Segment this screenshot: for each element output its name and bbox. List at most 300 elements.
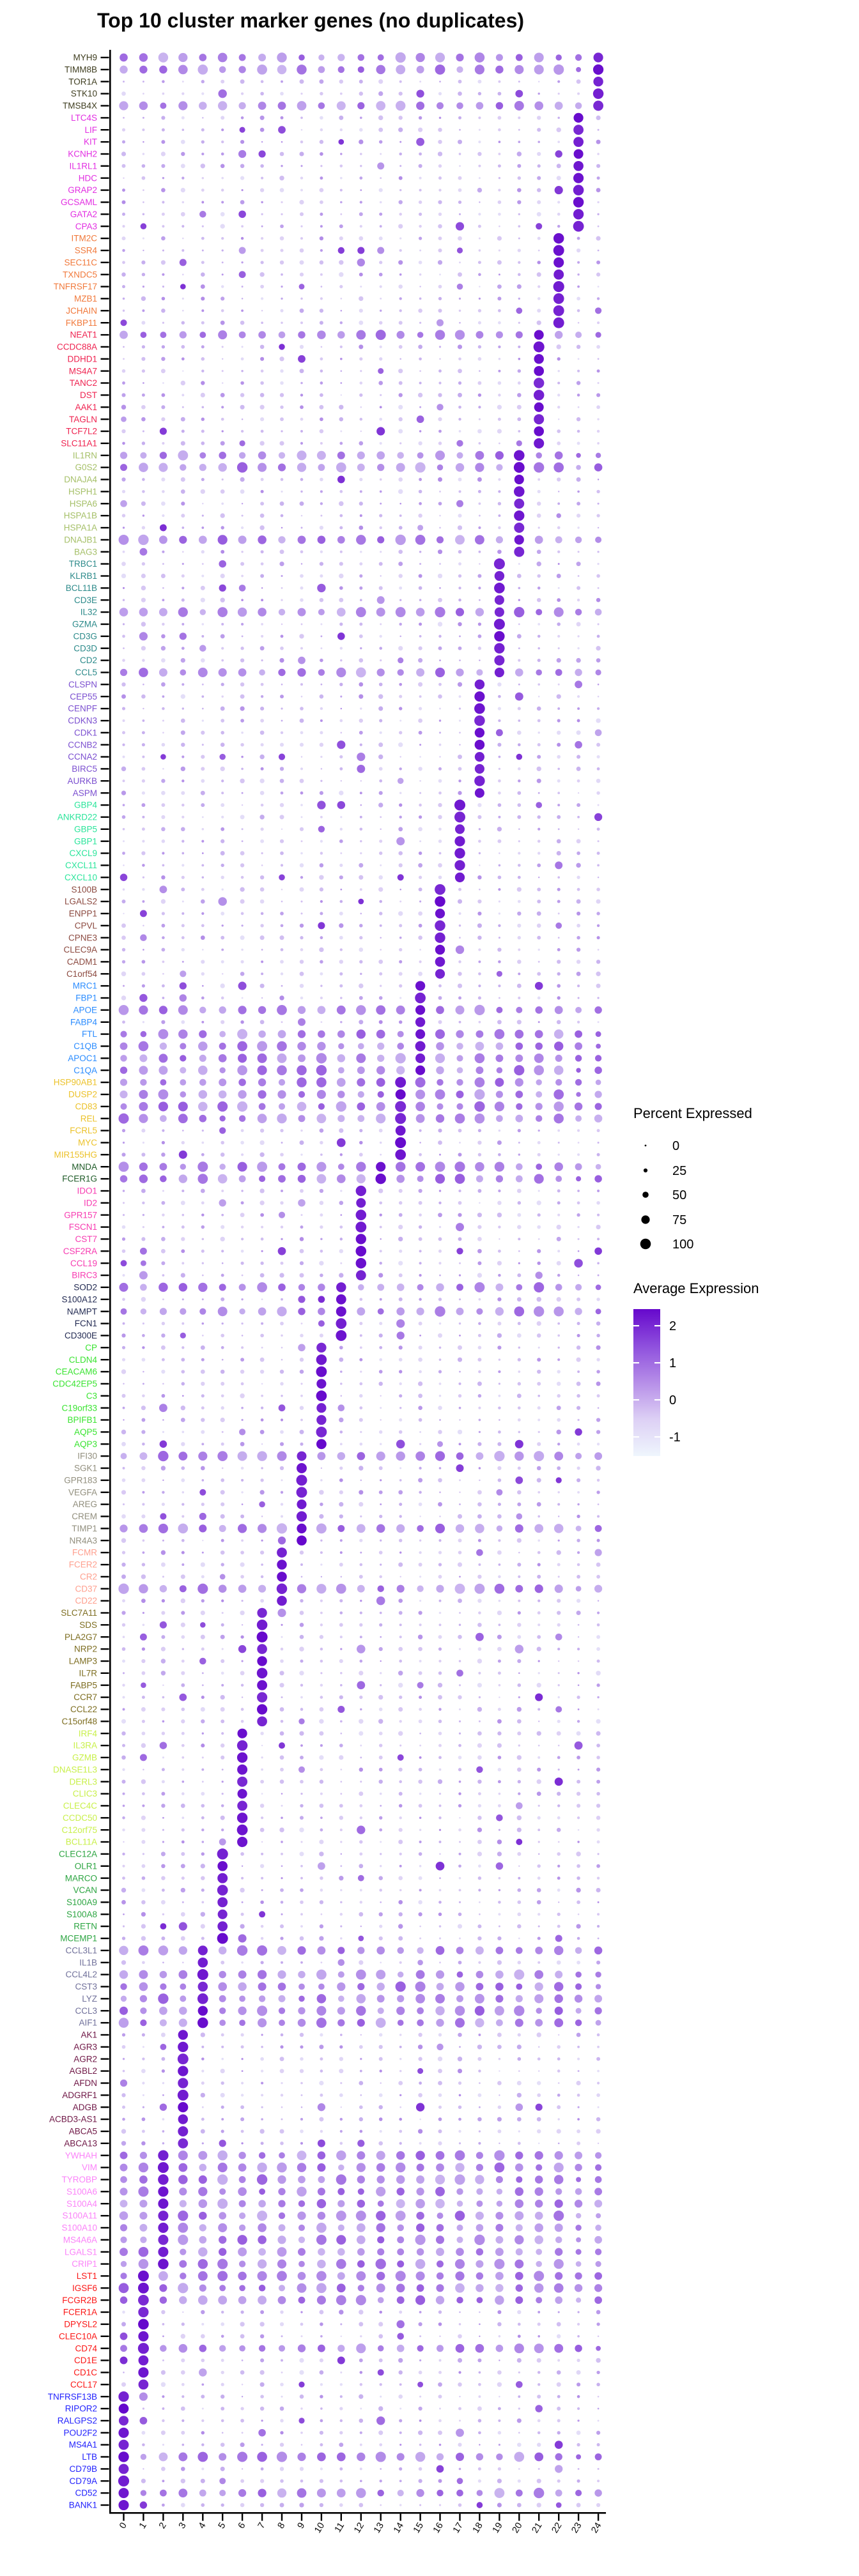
dot: [557, 1406, 561, 1410]
dot: [221, 1478, 224, 1482]
dot: [577, 381, 580, 385]
dot: [498, 92, 502, 96]
dot: [320, 1900, 323, 1904]
dot: [160, 2104, 167, 2111]
dot: [558, 1684, 560, 1686]
dot: [162, 743, 166, 747]
dot: [162, 1732, 165, 1735]
dot: [515, 2199, 524, 2208]
dot: [399, 309, 402, 312]
dot: [397, 2260, 404, 2267]
dot: [438, 224, 442, 229]
dot: [458, 2382, 462, 2387]
dot: [478, 141, 481, 143]
dot: [162, 1322, 165, 1325]
dot: [298, 1199, 306, 1207]
dot: [577, 1551, 580, 1554]
dot: [435, 908, 445, 918]
dot: [497, 947, 501, 951]
dot: [257, 1632, 268, 1643]
dot: [339, 490, 343, 493]
dot: [455, 2283, 465, 2293]
dot: [320, 2322, 323, 2326]
dot: [201, 2323, 204, 2326]
dot: [257, 1680, 267, 1690]
dot: [499, 912, 500, 914]
dot: [241, 1250, 244, 1253]
dot: [141, 502, 146, 506]
dot: [340, 177, 343, 180]
dot: [498, 80, 500, 83]
dot: [458, 1853, 461, 1855]
dot: [419, 695, 422, 698]
dot: [537, 272, 541, 277]
dot: [418, 345, 422, 349]
dot: [557, 80, 560, 83]
dot: [399, 1358, 403, 1361]
dot: [459, 2312, 461, 2313]
dot: [399, 1539, 402, 1542]
dot: [159, 1054, 167, 1062]
dot: [534, 426, 544, 436]
dot: [339, 1273, 343, 1277]
dot: [399, 1828, 403, 1832]
dot: [518, 238, 520, 240]
dot: [597, 2082, 600, 2084]
dot: [241, 768, 244, 770]
dot: [518, 129, 520, 131]
dot: [122, 900, 126, 903]
dot: [202, 2106, 204, 2108]
dot: [596, 1780, 600, 1784]
dot: [300, 683, 303, 686]
dot: [458, 791, 461, 795]
dot: [497, 2382, 502, 2387]
dot: [553, 463, 564, 473]
dot: [277, 2235, 286, 2244]
dot: [142, 1346, 144, 1349]
dot: [162, 2094, 164, 2096]
dot: [222, 261, 224, 263]
dot: [558, 1841, 560, 1843]
dot: [515, 101, 524, 111]
dot: [359, 875, 363, 880]
dot: [142, 1395, 145, 1398]
dot: [240, 405, 245, 410]
dot: [359, 983, 364, 988]
dot: [538, 623, 540, 625]
dot: [436, 2163, 444, 2172]
dot: [119, 1162, 129, 1172]
dot: [221, 719, 224, 723]
dot: [555, 2007, 563, 2015]
dot: [475, 788, 484, 798]
dot: [538, 1491, 540, 1494]
dot: [359, 1383, 362, 1386]
dot: [380, 949, 382, 951]
dot: [201, 960, 205, 963]
dot: [240, 2310, 244, 2313]
dot: [318, 1308, 325, 1315]
dot: [358, 2188, 364, 2195]
dot: [557, 1443, 560, 1445]
dot: [180, 2249, 186, 2255]
dot: [498, 153, 500, 155]
dot: [218, 330, 227, 339]
dot: [438, 477, 442, 482]
dot: [495, 1162, 504, 1172]
dot: [536, 2164, 542, 2170]
dot: [379, 1430, 382, 1434]
dot: [517, 1297, 522, 1301]
dot: [221, 502, 224, 505]
dot: [181, 1574, 185, 1579]
dot: [496, 2453, 503, 2460]
dot: [339, 1623, 343, 1627]
dot: [437, 2345, 444, 2352]
dot: [180, 982, 187, 989]
dot: [438, 1370, 442, 1373]
dot: [120, 2333, 128, 2340]
dot: [320, 261, 324, 265]
dot: [557, 1335, 560, 1337]
dot: [379, 213, 382, 216]
dot: [258, 1031, 266, 1038]
dot: [396, 1439, 405, 1448]
dot: [517, 1563, 521, 1567]
dot: [479, 238, 481, 240]
dot: [182, 1563, 184, 1566]
dot: [201, 888, 205, 891]
dot: [160, 1621, 167, 1629]
dot: [241, 526, 244, 529]
dot: [198, 2259, 208, 2269]
dot: [181, 2431, 185, 2435]
dot: [477, 1442, 481, 1446]
dot: [161, 1671, 166, 1675]
dot: [359, 1539, 362, 1542]
dot: [474, 1089, 484, 1100]
dot: [222, 479, 224, 480]
dot: [320, 1768, 323, 1771]
dot: [596, 345, 600, 349]
dot: [338, 139, 344, 145]
dot: [201, 272, 205, 277]
dot: [458, 369, 462, 373]
dot: [396, 2007, 405, 2015]
dot: [257, 1656, 267, 1666]
dot: [557, 526, 561, 530]
dot: [201, 658, 205, 663]
dot: [518, 369, 521, 372]
dot: [598, 840, 600, 842]
dot: [474, 1584, 484, 1594]
dot: [478, 345, 481, 348]
dot: [281, 972, 283, 975]
dot: [298, 1296, 305, 1303]
dot: [219, 1163, 226, 1170]
dot: [162, 1226, 164, 1229]
dot: [537, 936, 541, 940]
dot: [219, 1116, 225, 1121]
dot: [438, 1406, 442, 1410]
dot: [258, 2429, 266, 2437]
dot: [120, 1103, 127, 1110]
dot: [399, 2046, 402, 2048]
dot: [278, 536, 285, 543]
dot: [456, 1669, 463, 1676]
dot: [201, 1466, 205, 1471]
dot: [178, 101, 187, 110]
dot: [538, 237, 541, 240]
dot: [360, 153, 362, 155]
dot: [158, 2223, 168, 2233]
dot: [279, 2212, 285, 2219]
dot: [537, 900, 541, 903]
dot: [320, 176, 323, 180]
dot: [221, 1298, 224, 1301]
dot: [297, 1584, 306, 1593]
dot: [277, 1065, 287, 1075]
dot: [218, 1174, 228, 1184]
dot: [301, 696, 303, 698]
dot: [300, 984, 304, 988]
dot: [518, 2070, 520, 2072]
dot: [261, 743, 264, 746]
dot: [221, 1695, 225, 1699]
dot: [219, 452, 226, 459]
dot: [537, 2395, 541, 2398]
dot: [517, 200, 521, 204]
dot: [122, 815, 126, 819]
dot: [596, 1984, 601, 1989]
dot: [356, 1234, 366, 1244]
dot: [140, 1754, 147, 1761]
dot: [438, 236, 442, 240]
dot: [558, 2118, 560, 2120]
dot: [280, 767, 284, 770]
dot: [237, 1041, 247, 1052]
dot: [182, 1214, 184, 1216]
dot: [419, 574, 422, 578]
dot: [242, 1696, 243, 1698]
dot: [538, 1153, 541, 1156]
dot: [597, 418, 599, 420]
dot: [538, 839, 541, 843]
dot: [261, 1793, 263, 1795]
dot: [537, 200, 541, 204]
dot: [595, 2152, 601, 2159]
dot: [221, 2371, 224, 2374]
dot: [419, 924, 422, 928]
dot: [594, 52, 603, 62]
dot: [180, 1308, 186, 1315]
dot: [515, 1585, 523, 1593]
dot: [300, 1249, 304, 1254]
dot: [437, 1983, 444, 1991]
dot: [598, 382, 600, 384]
dot: [438, 803, 442, 807]
dot: [237, 1825, 248, 1836]
dot: [456, 1006, 465, 1015]
dot: [118, 2391, 128, 2402]
dot: [178, 2102, 188, 2112]
dot: [198, 2187, 207, 2196]
dot: [340, 189, 343, 192]
dot: [419, 2082, 422, 2085]
dot: [162, 1141, 165, 1144]
dot: [577, 695, 580, 698]
dot: [202, 1540, 203, 1541]
dot: [221, 1659, 224, 1663]
dot: [180, 464, 186, 470]
dot: [475, 764, 484, 774]
dot: [399, 1865, 402, 1867]
dot: [497, 429, 502, 433]
dot: [359, 682, 363, 687]
dot: [240, 1020, 244, 1023]
dot: [419, 1889, 422, 1891]
dot: [202, 1733, 204, 1735]
dot: [595, 1525, 602, 1532]
dot: [438, 393, 442, 397]
dot: [477, 1707, 482, 1712]
dot: [298, 2176, 306, 2184]
dot: [534, 1054, 544, 1063]
dot: [515, 2260, 523, 2269]
dot: [221, 731, 224, 735]
dot: [380, 1407, 382, 1409]
dot: [300, 1804, 303, 1807]
dot: [357, 1066, 365, 1074]
dot: [218, 2296, 227, 2304]
dot: [178, 450, 188, 461]
dot: [181, 1683, 185, 1687]
dot: [417, 415, 424, 423]
dot: [241, 949, 244, 951]
dot: [143, 1021, 144, 1023]
dot: [558, 2311, 560, 2313]
dot: [376, 451, 385, 459]
dot: [339, 972, 343, 976]
dot: [356, 2006, 366, 2016]
dot: [221, 1443, 224, 1446]
dot: [498, 1659, 501, 1662]
dot: [518, 599, 520, 601]
dot: [320, 694, 324, 699]
dot: [281, 430, 282, 432]
dot: [121, 1333, 125, 1337]
dot: [516, 54, 523, 61]
dot: [140, 910, 147, 917]
dot: [119, 535, 129, 545]
dot: [517, 1020, 522, 1024]
dot: [280, 1153, 284, 1156]
dot: [399, 503, 401, 505]
dot: [396, 1307, 405, 1315]
dot: [120, 2188, 127, 2195]
dot: [556, 344, 561, 349]
dot: [340, 1370, 343, 1373]
dot: [339, 864, 343, 867]
dot: [438, 2142, 442, 2145]
dot: [499, 1684, 501, 1687]
dot: [517, 417, 521, 421]
dot: [359, 1358, 362, 1361]
dot: [160, 452, 167, 459]
dot: [359, 236, 363, 241]
dot: [161, 899, 166, 903]
dot: [201, 296, 205, 300]
dot: [379, 236, 383, 240]
dot: [240, 706, 244, 710]
dot: [494, 558, 505, 569]
dot: [435, 450, 445, 460]
dot: [398, 1598, 403, 1603]
dot: [199, 2224, 206, 2231]
dot: [241, 1322, 243, 1324]
dot: [340, 298, 342, 300]
dot: [456, 2453, 464, 2461]
dot: [459, 2094, 461, 2097]
dot: [122, 1249, 126, 1253]
dot: [475, 1054, 485, 1064]
dot: [341, 1853, 342, 1855]
dot: [399, 91, 403, 95]
dot: [261, 599, 263, 601]
dot: [317, 1994, 327, 2004]
dot: [219, 560, 226, 568]
dot: [537, 212, 541, 217]
dot: [300, 863, 304, 867]
dot: [359, 634, 363, 638]
dot: [553, 305, 564, 316]
dot: [201, 1864, 205, 1868]
dot: [340, 1021, 342, 1023]
dot: [316, 2006, 326, 2016]
dot: [123, 1142, 125, 1144]
dot: [261, 1853, 263, 1855]
dot: [499, 2058, 501, 2060]
dot: [479, 2444, 480, 2445]
dot: [439, 358, 441, 360]
dot: [577, 719, 580, 723]
dot: [159, 66, 167, 74]
dot: [221, 2442, 225, 2447]
dot: [182, 599, 185, 602]
dot: [577, 647, 579, 649]
dot: [418, 514, 422, 518]
dot: [261, 683, 264, 686]
dot: [417, 2284, 424, 2292]
dot: [459, 1889, 461, 1892]
dot: [478, 116, 481, 119]
dot: [356, 1186, 366, 1196]
dot: [438, 2382, 442, 2387]
dot: [474, 776, 484, 786]
dot: [356, 2271, 366, 2281]
dot: [517, 2358, 522, 2363]
dot: [222, 273, 224, 275]
dot: [318, 826, 325, 832]
dot: [221, 2069, 225, 2073]
dot: [261, 2142, 264, 2145]
dot: [476, 1549, 483, 1556]
dot: [120, 2164, 128, 2172]
dot: [356, 1162, 366, 1172]
dot: [142, 2058, 144, 2060]
dot: [320, 2358, 323, 2362]
